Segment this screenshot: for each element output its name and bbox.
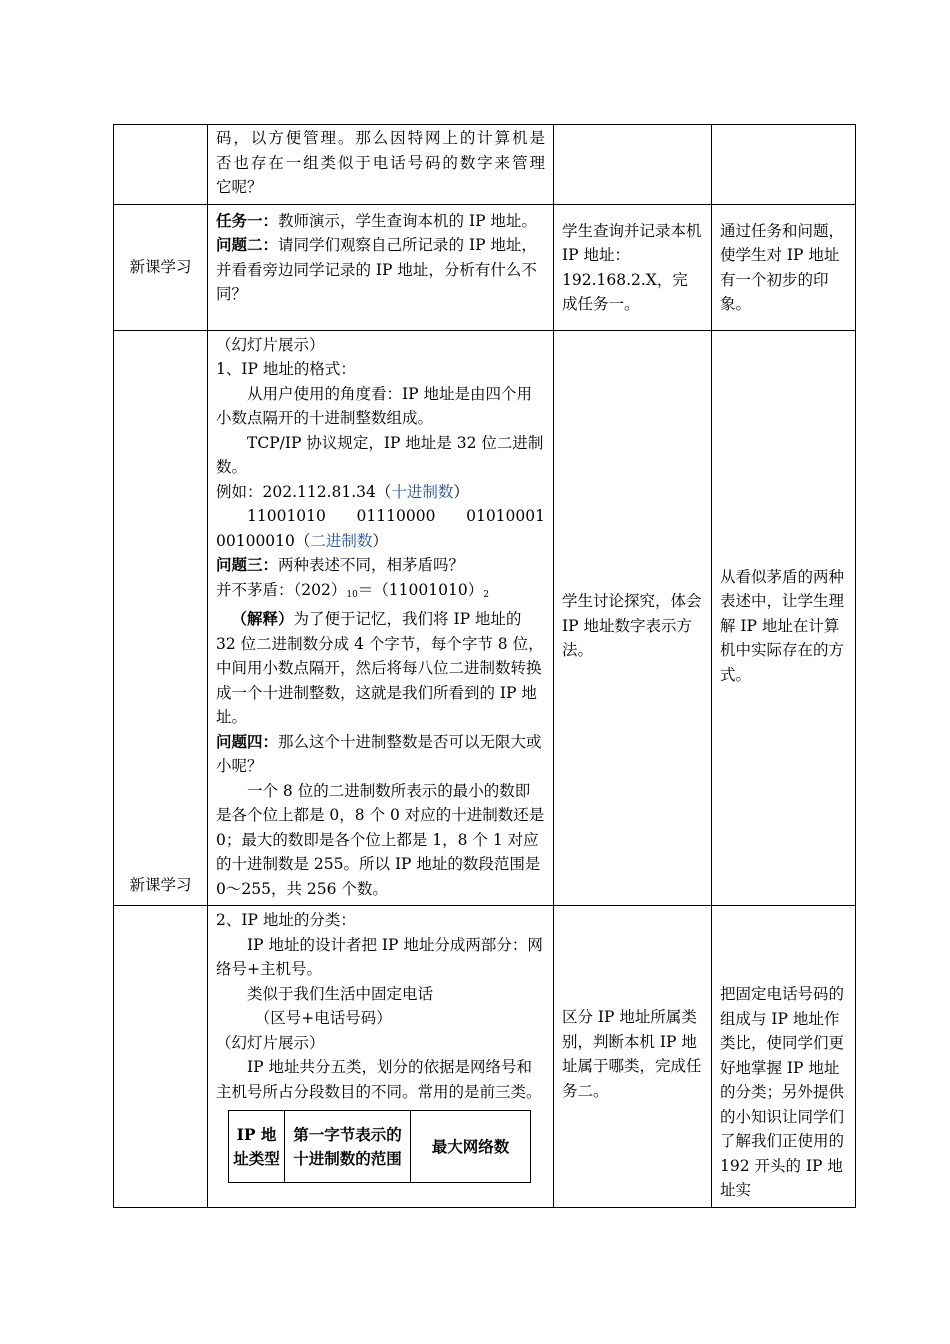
task-one-label: 任务一： (216, 210, 279, 230)
paragraph: （区号+电话号码） (254, 1009, 392, 1027)
question-two (216, 233, 545, 307)
header-max-networks: 最大网络数 (411, 1111, 531, 1183)
ip-class-table-header (229, 1111, 531, 1183)
lesson-plan-table (113, 124, 856, 1208)
paragraph: 一个 8 位的二进制数所表示的最小的数即是各个位上都是 0，8 个 0 对应的十进制数还是 0；最大的数即是各个位上都是 1，8 个 1 对应的十进制数是 255。所以 IP 地址的数段范围是 0～255，共 256 个数。 (216, 781, 545, 898)
base-two: 2 (483, 589, 489, 600)
task-one (216, 209, 545, 234)
binary-octet: 01110000 (356, 507, 436, 525)
task-one-text: 教师演示，学生查询本机的 IP 地址。 (278, 211, 537, 230)
content-cell (208, 906, 554, 1208)
section-heading: 1、IP 地址的格式： (216, 360, 356, 378)
table-row (114, 204, 856, 330)
decimal-label: 十进制数 (391, 482, 454, 501)
question-two-text: 请同学们观察自己所记录的 IP 地址，并看看旁边同学记录的 IP 地址，分析有什么不同？ (216, 236, 537, 303)
design-purpose: 把固定电话号码的组成与 IP 地址作类比，使同学们更好地掌握 IP 地址的分类；另外提供的小知识让同学们了解我们正使用的 192 开头的 IP 地址实 (720, 985, 845, 1199)
student-activity: 区分 IP 地址所属类别，判断本机 IP 地址属于哪类，完成任务二。 (562, 1008, 702, 1100)
section-heading: 2、IP 地址的分类： (216, 911, 356, 929)
binary-octet: 01010001 (466, 507, 545, 525)
explanation-text: 为了便于记忆，我们将 IP 地址的 32 位二进制数分成 4 个字节，每个字节 8 位，中间用小数点隔开，然后将每八位二进制数转换成一个十进制整数，这就是我们所看到的 IP 地址。 (216, 610, 544, 726)
explanation-label: （解释） (231, 609, 294, 628)
purpose-cell (712, 330, 856, 906)
binary-row (216, 504, 545, 529)
purpose-cell-empty (712, 125, 856, 205)
section-cell (114, 330, 208, 906)
question-three-label: 问题三： (216, 555, 279, 574)
student-cell (554, 330, 712, 906)
content-cell (208, 204, 554, 330)
table-row (114, 125, 856, 205)
purpose-cell (712, 906, 856, 1208)
student-cell (554, 906, 712, 1208)
paragraph: 类似于我们生活中固定电话 (247, 984, 434, 1003)
section-cell: 新课学习 (114, 204, 208, 330)
binary-suffix: ） (372, 531, 388, 550)
binary-label: 二进制数 (310, 531, 373, 550)
not-contradict-line (216, 578, 545, 608)
design-purpose: 从看似茅盾的两种表述中，让学生理解 IP 地址在计算机中实际存在的方式。 (720, 567, 845, 684)
explanation (216, 607, 545, 730)
content-cell (208, 125, 554, 205)
student-cell (554, 204, 712, 330)
nc-prefix: 并不茅盾：（202） (216, 580, 347, 599)
student-activity: 学生查询并记录本机 IP 地址：192.168.2.X，完成任务一。 (562, 221, 702, 313)
design-purpose: 通过任务和问题，使学生对 IP 地址有一个初步的印象。 (720, 221, 845, 313)
section-cell-empty (114, 125, 208, 205)
purpose-cell (712, 204, 856, 330)
header-ip-type: IP 地址类型 (229, 1111, 285, 1183)
paragraph: IP 地址的设计者把 IP 地址分成两部分：网络号+主机号。 (216, 935, 543, 978)
header-first-byte-range: 第一字节表示的十进制数的范围 (285, 1111, 411, 1183)
question-two-label: 问题二： (216, 235, 279, 254)
question-four (216, 730, 545, 779)
ip-class-table (228, 1110, 531, 1183)
table-row (114, 906, 856, 1208)
content-line: 它呢？ (216, 178, 263, 196)
content-line: 否也存在一组类似于电话号码的数字来管理 (216, 153, 545, 172)
question-three-text: 两种表述不同，相茅盾吗？ (278, 556, 465, 574)
paragraph: 从用户使用的角度看：IP 地址是由四个用小数点隔开的十进制整数组成。 (216, 384, 532, 427)
section-cell-empty (114, 906, 208, 1208)
student-activity: 学生讨论探究，体会 IP 地址数字表示方法。 (562, 592, 702, 659)
question-four-label: 问题四： (216, 731, 279, 751)
base-ten: 10 (346, 589, 358, 600)
student-cell-empty (554, 125, 712, 205)
nc-mid: ＝（11001010） (357, 580, 484, 599)
content-line: 码，以方便管理。那么因特网上的计算机是 (216, 129, 545, 147)
section-label: 新课学习 (129, 875, 192, 894)
example-line (216, 480, 545, 505)
slide-note: （幻灯片展示） (216, 1033, 325, 1052)
paragraph: IP 地址共分五类，划分的依据是网络号和主机号所占分段数目的不同。常用的是前三类。 (216, 1058, 542, 1101)
question-four-text: 那么这个十进制整数是否可以无限大或小呢？ (216, 732, 542, 775)
binary-line (216, 529, 545, 554)
content-cell (208, 330, 554, 906)
example-prefix: 例如：202.112.81.34（ (216, 482, 392, 501)
slide-note: （幻灯片展示） (216, 335, 325, 354)
example-suffix: ） (453, 482, 469, 501)
question-three (216, 553, 545, 578)
binary-octet: 00100010（ (216, 531, 311, 550)
table-row (114, 330, 856, 906)
paragraph: TCP/IP 协议规定，IP 地址是 32 位二进制数。 (216, 433, 544, 476)
binary-octet: 11001010 (247, 507, 326, 525)
